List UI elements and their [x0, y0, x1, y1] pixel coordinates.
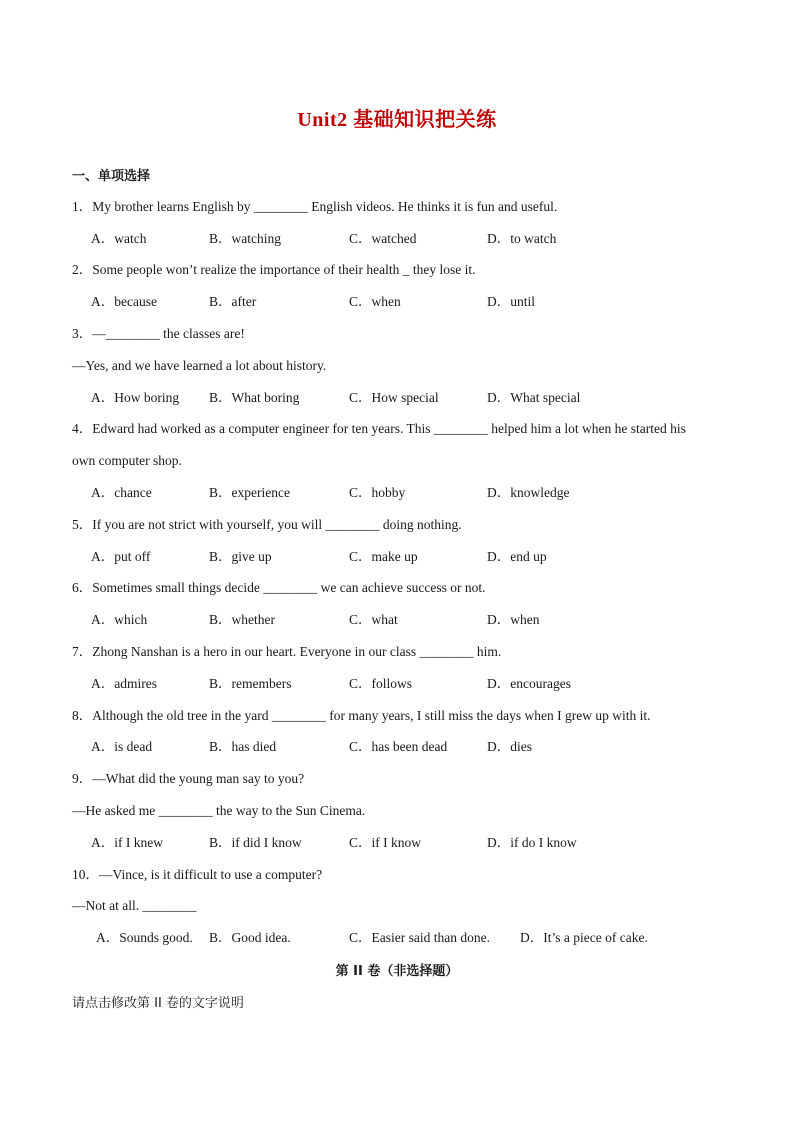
question-stem-continued: own computer shop.: [72, 453, 182, 468]
option-d: D．encourages: [487, 676, 571, 691]
page-title: Unit2 基础知识把关练: [297, 109, 497, 131]
option-c: C．watched: [349, 231, 417, 246]
question-stem-continued: —Yes, and we have learned a lot about history.: [72, 358, 327, 373]
option-d: D．end up: [487, 549, 547, 564]
option-a: A．because: [91, 294, 157, 309]
question-stem: 7．Zhong Nanshan is a hero in our heart. Everyone in our class ________ him.: [72, 644, 502, 659]
option-a: A．which: [91, 612, 148, 627]
option-d: D．knowledge: [487, 485, 570, 500]
question-stem: 2．Some people won’t realize the importance of their health _ they lose it.: [72, 262, 476, 277]
question-stem: 10．—Vince, is it difficult to use a computer?: [72, 867, 323, 882]
question-stem: 4．Edward had worked as a computer engineer for ten years. This ________ helped him a lot when he started his: [72, 421, 686, 436]
option-c: C．Easier said than done.: [349, 930, 490, 945]
option-a: A．watch: [91, 231, 147, 246]
option-c: C．make up: [349, 549, 418, 564]
option-c: C．hobby: [349, 485, 406, 500]
question-stem-continued: —Not at all. ________: [72, 898, 197, 913]
question-stem: 5．If you are not strict with yourself, you will ________ doing nothing.: [72, 517, 462, 532]
option-a: A．admires: [91, 676, 157, 691]
option-a: A．is dead: [91, 739, 153, 754]
option-a: A．chance: [91, 485, 152, 500]
part2-heading: 第 II 卷（非选择题）: [335, 964, 459, 979]
question-stem: 6．Sometimes small things decide ________ we can achieve success or not.: [72, 580, 486, 595]
question-stem: 3．—________ the classes are!: [72, 326, 245, 341]
option-b: B．experience: [209, 485, 290, 500]
option-b: B．give up: [209, 549, 272, 564]
option-d: D．It’s a piece of cake.: [520, 930, 648, 945]
option-d: D．until: [487, 294, 536, 309]
option-a: A．put off: [91, 549, 151, 564]
section-heading: 一、单项选择: [72, 169, 151, 184]
part2-note: 请点击修改第 II 卷的文字说明: [72, 996, 244, 1011]
option-b: B．has died: [209, 739, 277, 754]
option-b: B．whether: [209, 612, 275, 627]
option-c: C．if I know: [349, 835, 421, 850]
option-d: D．if do I know: [487, 835, 577, 850]
option-a: A．if I knew: [91, 835, 163, 850]
option-c: C．has been dead: [349, 739, 448, 754]
question-stem: 9．—What did the young man say to you?: [72, 771, 305, 786]
option-d: D．What special: [487, 390, 581, 405]
option-d: D．dies: [487, 739, 532, 754]
option-d: D．to watch: [487, 231, 557, 246]
option-b: B．if did I know: [209, 835, 302, 850]
option-b: B．after: [209, 294, 257, 309]
question-stem: 8．Although the old tree in the yard ________ for many years, I still miss the days when I grew up with it.: [72, 708, 651, 723]
option-d: D．when: [487, 612, 540, 627]
question-stem: 1．My brother learns English by ________ English videos. He thinks it is fun and useful.: [72, 199, 558, 214]
option-a: A．How boring: [91, 390, 180, 405]
option-b: B．watching: [209, 231, 281, 246]
option-c: C．follows: [349, 676, 413, 691]
option-c: C．what: [349, 612, 398, 627]
option-b: B．What boring: [209, 390, 300, 405]
option-c: C．when: [349, 294, 401, 309]
question-stem-continued: —He asked me ________ the way to the Sun Cinema.: [72, 803, 366, 818]
option-a: A．Sounds good.: [96, 930, 193, 945]
option-b: B．remembers: [209, 676, 292, 691]
option-c: C．How special: [349, 390, 439, 405]
option-b: B．Good idea.: [209, 930, 291, 945]
